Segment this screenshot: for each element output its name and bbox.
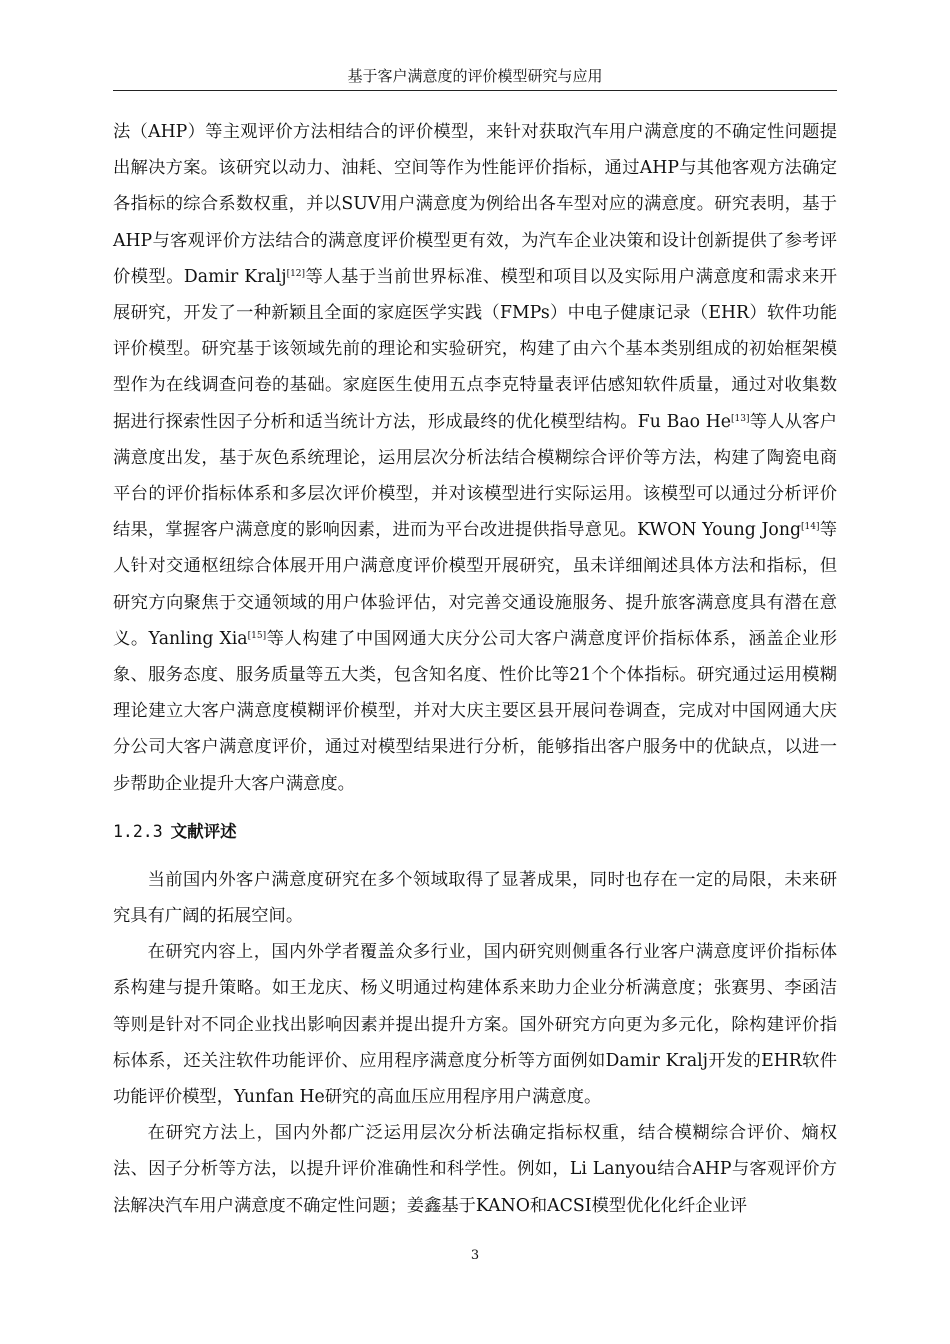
running-header [113, 66, 837, 91]
paragraph: 在研究内容上，国内外学者覆盖众多行业，国内研究则侧重各行业客户满意度评价指标体系构建与提升策略。如王龙庆、杨义明通过构建体系来助力企业分析满意度；张赛男、李函洁等则是针对不同企业找出影响因素并提出提升方案。国外研究方向更为多元化，除构建评价指标体系，还关注软件功能评价、应用程序满意度分析等方面例如Damir Kralj开发的EHR软件功能评价模型，Yunfan He研究的高血压应用程序用户满意度。 [113, 942, 837, 1108]
page-number: 3 [470, 1248, 480, 1263]
paragraph-continued: 法（AHP）等主观评价方法相结合的评价模型，来针对获取汽车用户满意度的不确定性问题提出解决方案。该研究以动力、油耗、空间等作为性能评价指标，通过AHP与其他客观方法确定各指标的综合系数权重，并以SUV用户满意度为例给出各车型对应的满意度。研究表明，基于AHP与客观评价方法结合的满意度评价模型更有效，为汽车企业决策和设计创新提供了参考评价模型。Damir Kralj[12]等人基于当前世界标准、模型和项目以及实际用户满意度和需求来开展研究，开发了一种新颖且全面的家庭医学实践（FMPs）中电子健康记录（EHR）软件功能评价模型。研究基于该领域先前的理论和实验研究，构建了由六个基本类别组成的初始框架模型作为在线调查问卷的基础。家庭医生使用五点李克特量表评估感知软件质量，通过对收集数据进行探索性因子分析和适当统计方法，形成最终的优化模型结构。Fu Bao He[13]等人从客户满意度出发，基于灰色系统理论，运用层次分析法结合模糊综合评价等方法，构建了陶瓷电商平台的评价指标体系和多层次评价模型，并对该模型进行实际运用。该模型可以通过分析评价结果，掌握客户满意度的影响因素，进而为平台改进提供指导意见。KWON Young Jong[14]等人针对交通枢纽综合体展开用户满意度评价模型开展研究，虽未详细阐述具体方法和指标，但研究方向聚焦于交通领域的用户体验评估，对完善交通设施服务、提升旅客满意度具有潜在意义。Yanling Xia[15]等人构建了中国网通大庆分公司大客户满意度评价指标体系，涵盖企业形象、服务态度、服务质量等五大类，包含知名度、性价比等21个个体指标。研究通过运用模糊理论建立大客户满意度模糊评价模型，并对大庆主要区县开展问卷调查，完成对中国网通大庆分公司大客户满意度评价，通过对模型结果进行分析，能够指出客户服务中的优缺点，以进一步帮助企业提升大客户满意度。 [113, 122, 837, 794]
section-title: 文献评述 [170, 821, 237, 841]
header-title: 基于客户满意度的评价模型研究与应用 [347, 67, 603, 85]
section-heading [113, 814, 837, 850]
citation-ref: [15] [247, 630, 267, 641]
citation-ref: [12] [286, 268, 306, 279]
paragraph: 当前国内外客户满意度研究在多个领域取得了显著成果，同时也存在一定的局限，未来研究具有广阔的拓展空间。 [113, 869, 837, 927]
citation-ref: [13] [731, 413, 750, 424]
page-body [113, 114, 837, 1224]
section-number: 1.2.3 [113, 821, 163, 841]
citation-ref: [14] [801, 522, 820, 533]
paragraph: 在研究方法上，国内外都广泛运用层次分析法确定指标权重，结合模糊综合评价、熵权法、因子分析等方法，以提升评价准确性和科学性。例如，Li Lanyou结合AHP与客观评价方法解决汽车用户满意度不确定性问题；姜鑫基于KANO和ACSI模型优化化纤企业评 [113, 1123, 837, 1216]
